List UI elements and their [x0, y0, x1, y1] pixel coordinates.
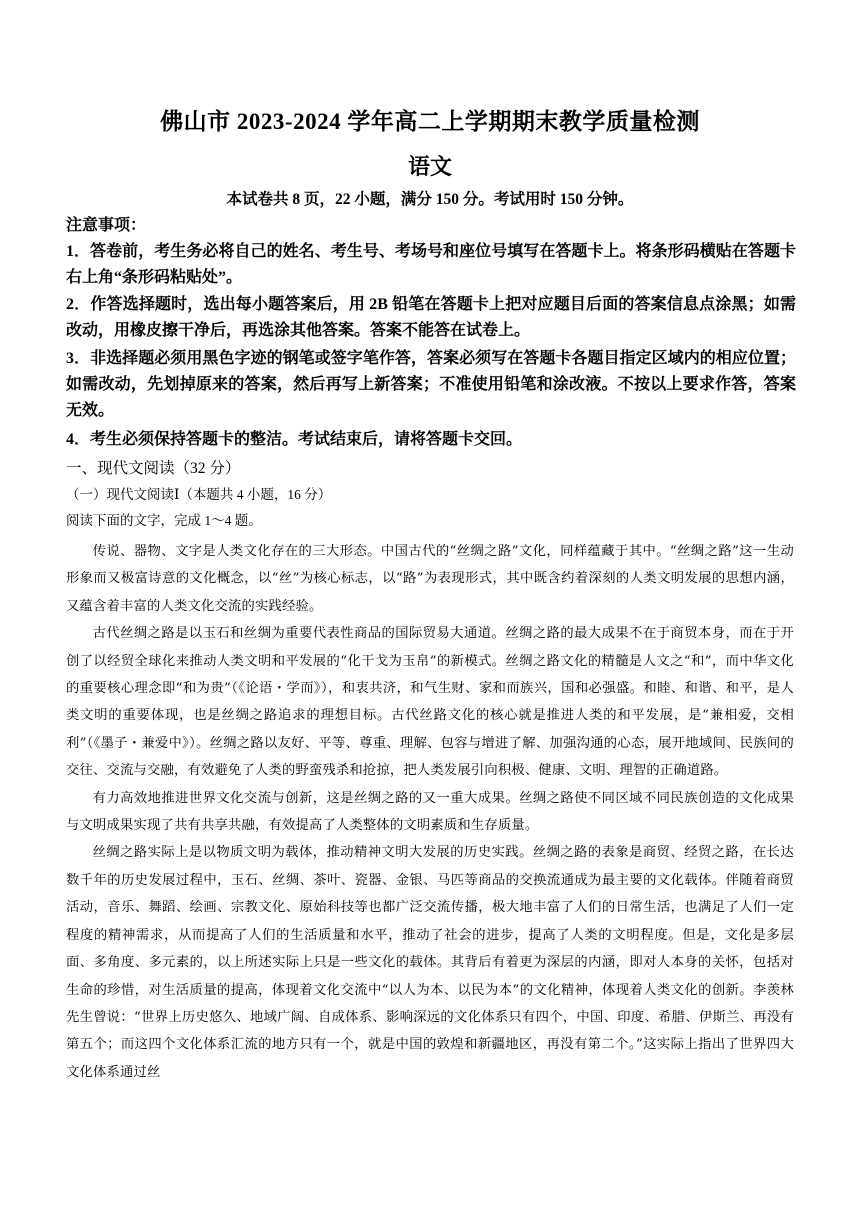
notice-item-3 — [66, 346, 796, 424]
passage-paragraph-3: 有力高效地推进世界文化交流与创新，这是丝绸之路的又一重大成果。丝绸之路使不同区域不同民族创造的文化成果与文明成果实现了共有共享共融，有效提高了人类整体的文明素质和生存质量。 — [66, 790, 794, 834]
notice-item-text: 2．作答选择题时，选出每小题答案后，用 2B 铅笔在答题卡上把对应题目后面的答案信息点涂黑；如需改动，用橡皮擦干净后，再选涂其他答案。答案不能答在试卷上。 — [66, 296, 796, 339]
reading-passage — [66, 538, 794, 1086]
notice-item-1 — [66, 239, 796, 291]
notice-item-text: 3．非选择题必须用黑色字迹的钢笔或签字笔作答，答案必须写在答题卡各题目指定区域内的相应位置；如需改动，先划掉原来的答案，然后再写上新答案；不准使用铅笔和涂改液。不按以上要求作答，答案无效。 — [66, 350, 796, 419]
notice-heading-text: 注意事项： — [66, 217, 147, 234]
notice-item-text: 4．考生必须保持答题卡的整洁。考试结束后，请将答题卡交回。 — [66, 431, 523, 448]
section-subheading: （一）现代文阅读Ⅰ（本题共 4 小题，16 分） — [66, 487, 332, 502]
notice-heading — [66, 213, 796, 239]
passage-paragraph-4: 丝绸之路实际上是以物质文明为载体，推动精神文明大发展的历史实践。丝绸之路的表象是商贸、经贸之路，在长达数千年的历史发展过程中，玉石、丝绸、茶叶、瓷器、金银、马匹等商品的交换流通成为最主要的文化载体。伴随着商贸活动，音乐、舞蹈、绘画、宗教文化、原始科技等也都广泛交流传播，极大地丰富了人们的日常生活，也满足了人们一定程度的精神需求，从而提高了人们的生活质量和水平，推动了社会的进步，提高了人类的文明程度。但是，文化是多层面、多角度、多元素的，以上所述实际上只是一些文化的载体。其背后有着更为深层的内涵，即对人本身的关怀，包括对生命的珍惜，对生活质量的提高，体现着文化交流中“以人为本、以民为本”的文化精神，体现着人类文化的创新。李羡林先生曾说：“世界上历史悠久、地域广阔、自成体系、影响深远的文化体系只有四个，中国、印度、希腊、伊斯兰、再没有第五个；而这四个文化体系汇流的地方只有一个，就是中国的敦煌和新疆地区，再没有第二个。”这实际上指出了世界四大文化体系通过丝 — [66, 845, 794, 1080]
notice-item-4 — [66, 427, 796, 453]
notice-item-2 — [66, 292, 796, 344]
passage-paragraph-2: 古代丝绸之路是以玉石和丝绸为重要代表性商品的国际贸易大通道。丝绸之路的最大成果不在于商贸本身，而在于开创了以经贸全球化来推动人类文明和平发展的“化干戈为玉帛”的新模式。丝绸之路文化的精髓是人文之“和”，而中华文化的重要核心理念即“和为贵”（《论语・学而》），和衷共济，和气生财、家和而族兴，国和必强盛。和睦、和谐、和平，是人类文明的重要体现，也是丝绸之路追求的理想目标。古代丝路文化的核心就是推进人类的和平发展，是“兼相爱，交相利”（《墨子・兼爱中》）。丝绸之路以友好、平等、尊重、理解、包容与增进了解、加强沟通的心态，展开地域间、民族间的交往、交流与交融，有效避免了人类的野蛮残杀和抢掠，把人类发展引向积极、健康、文明、理智的正确道路。 — [66, 626, 794, 779]
exam-meta: 本试卷共 8 页，22 小题，满分 150 分。考试用时 150 分钟。 — [226, 191, 634, 208]
passage-paragraph-1: 传说、器物、文字是人类文化存在的三大形态。中国古代的“丝绸之路”文化，同样蕴藏于其中。“丝绸之路”这一生动形象而又极富诗意的文化概念，以“丝”为核心标志，以“路”为表现形式，其中既含约着深刻的人类文明发展的思想内涵，又蕴含着丰富的人类文化交流的实践经验。 — [66, 544, 794, 614]
notice-item-text: 1．答卷前，考生务必将自己的姓名、考生号、考场号和座位号填写在答题卡上。将条形码横贴在答题卡右上角“条形码粘贴处”。 — [66, 243, 796, 286]
subject-title: 语文 — [407, 154, 452, 179]
reading-instruction: 阅读下面的文字，完成 1～4 题。 — [66, 513, 262, 528]
section-heading: 一、现代文阅读（32 分） — [66, 460, 241, 477]
exam-title: 佛山市 2023-2024 学年高二上学期期末教学质量检测 — [160, 109, 700, 134]
